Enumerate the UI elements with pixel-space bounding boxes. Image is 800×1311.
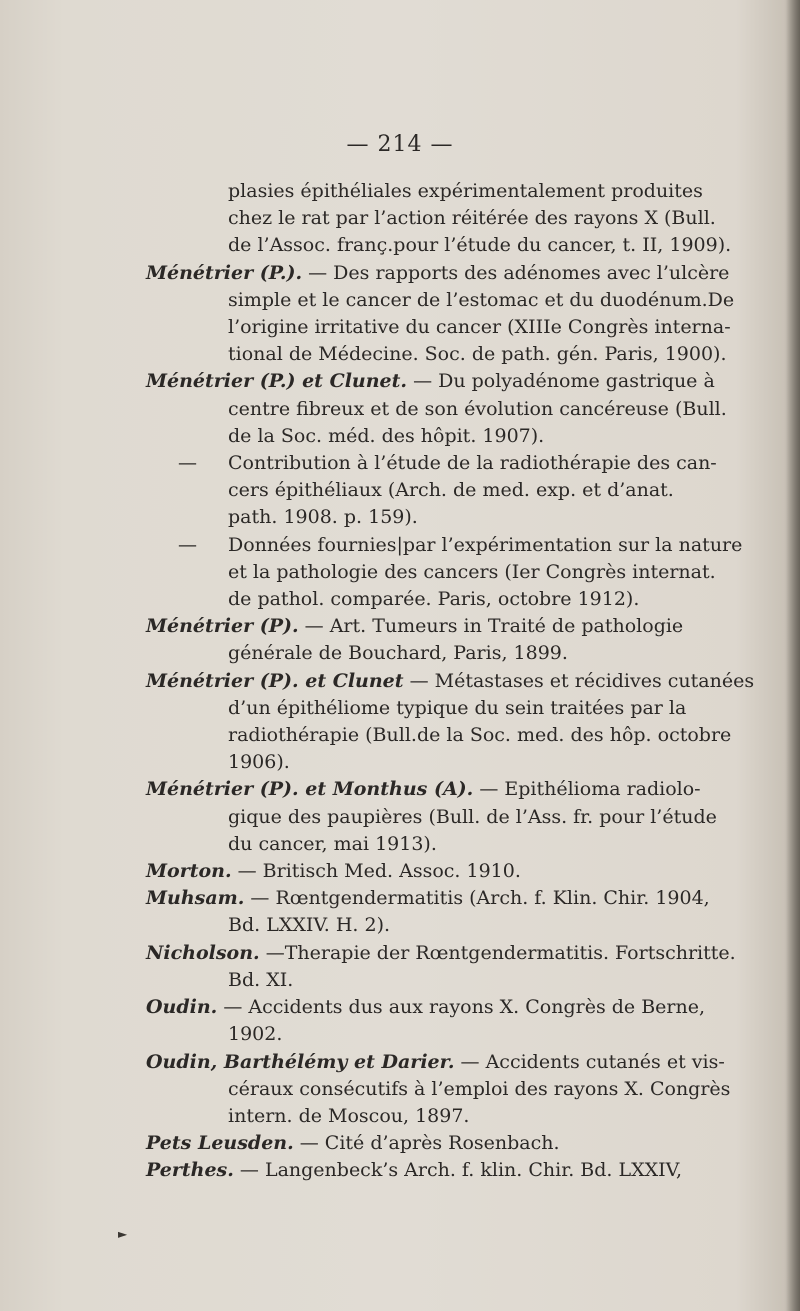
bibliography-entry bbox=[146, 260, 736, 369]
entry-line bbox=[146, 940, 736, 967]
entry-line bbox=[146, 668, 755, 695]
bibliography-entry bbox=[146, 1049, 736, 1131]
entry-text: de la Soc. méd. des hôpit. 1907). bbox=[228, 424, 545, 447]
entry-author: Perthes. bbox=[146, 1159, 234, 1182]
entry-line bbox=[146, 1049, 736, 1076]
entry-text: path. 1908. p. 159). bbox=[228, 506, 418, 529]
bibliography-entry bbox=[146, 885, 736, 939]
entry-line bbox=[146, 967, 736, 994]
entry-line bbox=[146, 205, 736, 232]
entry-line bbox=[146, 314, 736, 341]
entry-text: — Britisch Med. Assoc. 1910. bbox=[231, 860, 521, 883]
entry-text: céraux consécutifs à l’emploi des rayons X. Congrès bbox=[228, 1077, 731, 1100]
entry-line bbox=[146, 749, 736, 776]
entry-line bbox=[146, 640, 736, 667]
entry-line bbox=[146, 504, 736, 531]
entry-text: de pathol. comparée. Paris, octobre 1912). bbox=[228, 588, 640, 611]
entry-text: — Accidents cutanés et vis- bbox=[454, 1050, 725, 1073]
entry-text: — Epithélioma radiolo- bbox=[473, 778, 701, 801]
entry-author: Ménétrier (P). et Monthus (A). bbox=[146, 778, 474, 801]
entry-line bbox=[146, 287, 736, 314]
entry-text: — Du polyadénome gastrique à bbox=[407, 370, 715, 393]
entry-text: simple et le cancer de l’estomac et du duodénum.De bbox=[228, 288, 735, 311]
bibliography-entry bbox=[146, 613, 736, 667]
bibliography-entry bbox=[146, 858, 736, 885]
entry-line bbox=[146, 1103, 736, 1130]
entry-line bbox=[146, 559, 736, 586]
entry-line bbox=[146, 396, 736, 423]
bibliography-list bbox=[146, 178, 755, 1185]
entry-text: —Therapie der Rœntgendermatitis. Fortschritte. bbox=[259, 941, 736, 964]
entry-line bbox=[146, 722, 736, 749]
bibliography-entry bbox=[146, 178, 736, 260]
entry-author: Pets Leusden. bbox=[146, 1132, 294, 1155]
entry-text: — Des rapports des adénomes avec l’ulcère bbox=[302, 261, 730, 284]
entry-line bbox=[146, 368, 736, 395]
bibliography-entry bbox=[146, 776, 736, 858]
entry-text: plasies épithéliales expérimentalement produites bbox=[228, 180, 703, 202]
entry-text: 1902. bbox=[228, 1023, 283, 1046]
entry-line bbox=[146, 260, 736, 287]
bibliography-entry bbox=[146, 668, 755, 777]
entry-text: Contribution à l’étude de la radiothérapie des can- bbox=[228, 452, 717, 475]
entry-text: générale de Bouchard, Paris, 1899. bbox=[228, 642, 568, 665]
margin-arrow-icon: ► bbox=[118, 1227, 128, 1241]
entry-author: Ménétrier (P.) et Clunet. bbox=[146, 370, 408, 393]
entry-text: radiothérapie (Bull.de la Soc. med. des hôp. octobre bbox=[228, 724, 732, 747]
entry-line bbox=[146, 1130, 736, 1157]
entry-text: — Métastases et récidives cutanées bbox=[403, 669, 755, 692]
entry-line bbox=[146, 912, 736, 939]
entry-text: — Rœntgendermatitis (Arch. f. Klin. Chir. 1904, bbox=[244, 887, 710, 910]
entry-author: Oudin, Barthélémy et Darier. bbox=[146, 1050, 455, 1073]
bibliography-entry bbox=[146, 450, 736, 532]
entry-line bbox=[146, 831, 736, 858]
entry-author: Nicholson. bbox=[146, 941, 260, 964]
entry-text: l’origine irritative du cancer (XIIIe Congrès interna- bbox=[228, 316, 731, 339]
entry-text: Données fournies|par l’expérimentation sur la nature bbox=[228, 533, 743, 556]
entry-author: Oudin. bbox=[146, 996, 218, 1019]
entry-text: tional de Médecine. Soc. de path. gén. Paris, 1900). bbox=[228, 343, 727, 366]
entry-line bbox=[146, 341, 736, 368]
entry-line bbox=[146, 232, 736, 259]
entry-text: Bd. LXXIV. H. 2). bbox=[228, 914, 391, 937]
entry-line bbox=[146, 178, 736, 205]
entry-line bbox=[146, 994, 736, 1021]
page-edge-shadow bbox=[786, 0, 800, 1311]
entry-line bbox=[146, 1157, 736, 1184]
entry-line bbox=[146, 858, 736, 885]
page-number: — 214 — bbox=[346, 132, 454, 157]
ditto-dash: — bbox=[178, 533, 197, 556]
bibliography-entry bbox=[146, 994, 736, 1048]
ditto-dash: — bbox=[178, 452, 197, 475]
entry-text: cers épithéliaux (Arch. de med. exp. et d’anat. bbox=[228, 479, 674, 502]
bibliography-entry bbox=[146, 1157, 736, 1184]
entry-line bbox=[146, 423, 736, 450]
entry-text: intern. de Moscou, 1897. bbox=[228, 1104, 470, 1127]
entry-line bbox=[146, 477, 736, 504]
entry-text: — Accidents dus aux rayons X. Congrès de Berne, bbox=[217, 996, 705, 1019]
entry-line bbox=[146, 613, 736, 640]
entry-text: chez le rat par l’action réitérée des rayons X (Bull. bbox=[228, 207, 716, 230]
bibliography-entry bbox=[146, 532, 743, 614]
entry-line bbox=[146, 586, 736, 613]
entry-line bbox=[146, 1076, 736, 1103]
entry-text: d’un épithéliome typique du sein traitées par la bbox=[228, 696, 687, 719]
entry-text: Bd. XI. bbox=[228, 968, 294, 991]
entry-text: — Art. Tumeurs in Traité de pathologie bbox=[298, 615, 684, 638]
entry-text: — Cité d’après Rosenbach. bbox=[293, 1132, 560, 1155]
bibliography-entry bbox=[146, 940, 736, 994]
entry-text: du cancer, mai 1913). bbox=[228, 832, 437, 855]
entry-line bbox=[146, 532, 743, 559]
entry-author: Ménétrier (P.). bbox=[146, 261, 303, 284]
entry-text: gique des paupières (Bull. de l’Ass. fr. pour l’étude bbox=[228, 805, 717, 828]
entry-line bbox=[146, 776, 736, 803]
entry-line bbox=[146, 695, 736, 722]
entry-line bbox=[146, 1021, 736, 1048]
entry-author: Morton. bbox=[146, 860, 232, 883]
bibliography-entry bbox=[146, 368, 736, 450]
entry-text: centre fibreux et de son évolution cancéreuse (Bull. bbox=[228, 397, 727, 420]
entry-author: Muhsam. bbox=[146, 887, 245, 910]
entry-author: Ménétrier (P). et Clunet bbox=[146, 669, 404, 692]
entry-text: — Langenbeck’s Arch. f. klin. Chir. Bd. LXXIV, bbox=[233, 1159, 683, 1182]
entry-line bbox=[146, 450, 736, 477]
entry-author: Ménétrier (P). bbox=[146, 615, 299, 638]
entry-text: et la pathologie des cancers (Ier Congrès internat. bbox=[228, 560, 716, 583]
bibliography-entry bbox=[146, 1130, 736, 1157]
entry-line bbox=[146, 804, 736, 831]
entry-text: 1906). bbox=[228, 751, 290, 774]
entry-line bbox=[146, 885, 736, 912]
entry-text: de l’Assoc. franç.pour l’étude du cancer, t. II, 1909). bbox=[228, 234, 732, 257]
